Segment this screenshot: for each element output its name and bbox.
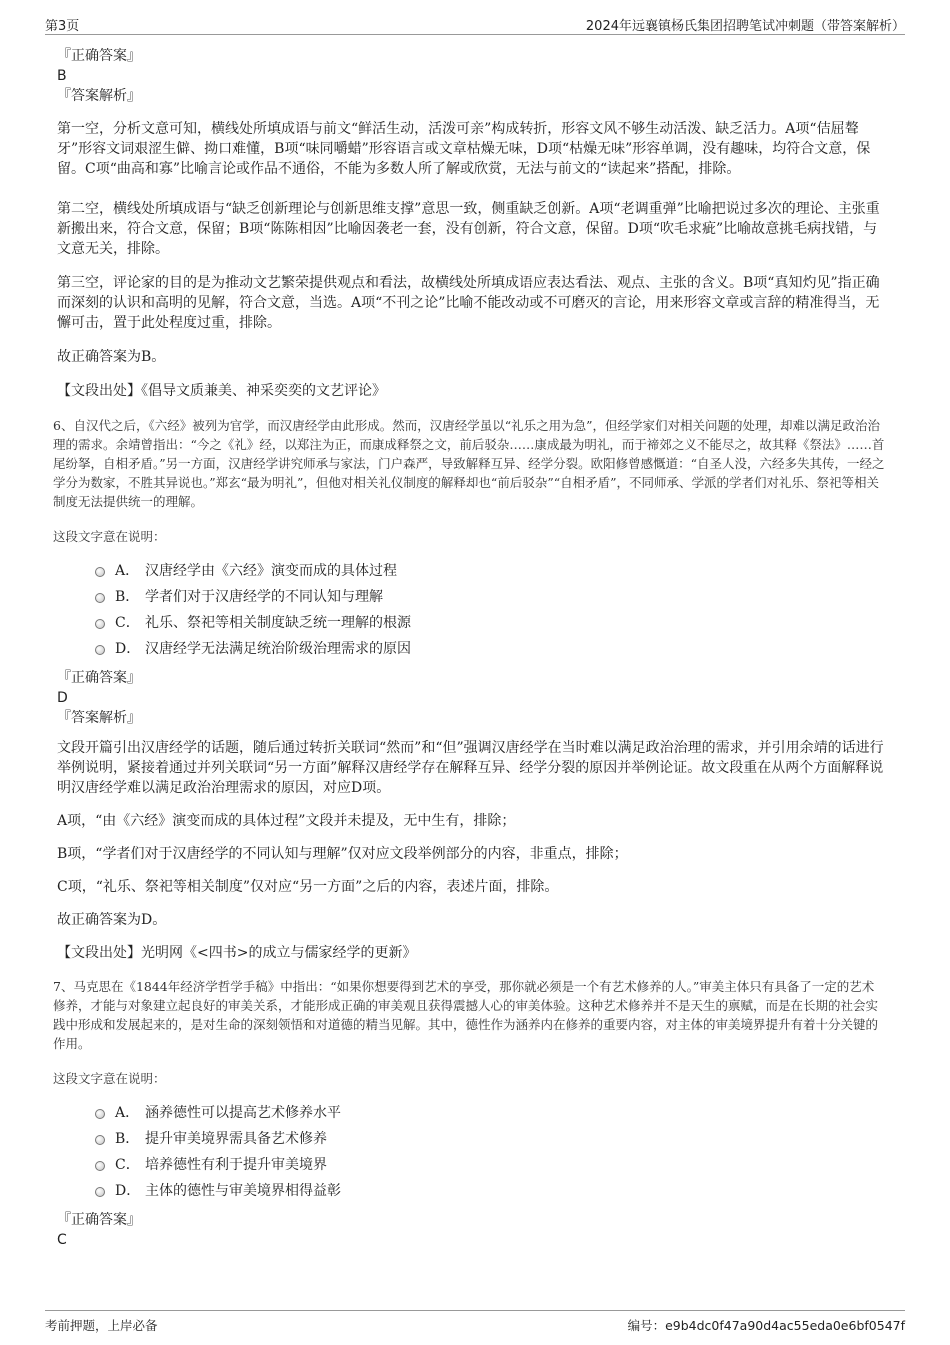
page-footer xyxy=(45,1310,905,1335)
analysis-paragraph: C项，“礼乐、祭祀等相关制度”仅对应“另一方面”之后的内容，表述片面，排除。 xyxy=(57,879,559,895)
option-text: 主体的德性与审美境界相得益彰 xyxy=(145,1183,341,1199)
option-c[interactable] xyxy=(95,610,885,636)
option-text: 礼乐、祭祀等相关制度缺乏统一理解的根源 xyxy=(145,615,411,631)
analysis-paragraph: 第二空，横线处所填成语与“缺乏创新理论与创新思维支撑”意思一致，侧重缺乏创新。A项“老调重弹”比喻把说过多次的理论、主张重新搬出来，符合文意，保留；B项“陈陈相因”比喻因袭老一套，没有创新，符合文意，保留。D项“吹毛求疵”比喻故意挑毛病找错，与文意无关，排除。 xyxy=(57,201,880,257)
option-letter: B． xyxy=(115,589,140,605)
analysis-label: 『答案解析』 xyxy=(57,710,141,726)
option-a[interactable] xyxy=(95,1100,885,1126)
document-title: 2024年远襄镇杨氏集团招聘笔试冲刺题（带答案解析） xyxy=(585,19,905,34)
option-text: 提升审美境界需具备艺术修养 xyxy=(145,1131,327,1147)
radio-icon[interactable] xyxy=(95,567,105,577)
answer-value: D xyxy=(57,690,68,706)
option-list xyxy=(95,558,885,662)
radio-icon[interactable] xyxy=(95,1161,105,1171)
answer-value: C xyxy=(57,1232,67,1248)
analysis-label: 『答案解析』 xyxy=(57,88,141,104)
radio-icon[interactable] xyxy=(95,1187,105,1197)
option-text: 涵养德性可以提高艺术修养水平 xyxy=(145,1105,341,1121)
question-prompt: 这段文字意在说明： xyxy=(53,1071,166,1086)
option-letter: D． xyxy=(115,641,141,657)
answer-value: B xyxy=(57,68,67,84)
option-b[interactable] xyxy=(95,1126,885,1152)
analysis-paragraph: 第一空，分析文意可知，横线处所填成语与前文“鲜活生动，活泼可亲”构成转折，形容文风不够生动活泼、缺乏活力。A项“佶屈聱牙”形容文词艰涩生僻、拗口难懂，B项“味同嚼蜡”形容语言或文章枯燥无味，D项“枯燥无味”形容单调，没有趣味，均符合文意，保留。C项“曲高和寡”比喻言论或作品不通俗，不能为多数人所了解或欣赏，无法与前文的“读起来”搭配，排除。 xyxy=(57,121,871,177)
question-text: 7、马克思在《1844年经济学哲学手稿》中指出：“如果你想要得到艺术的享受，那你就必须是一个有艺术修养的人。”审美主体只有具备了一定的艺术修养，才能与对象建立起良好的审美关系，才能形成正确的审美观且获得震撼人心的审美体验。这种艺术修养并不是天生的禀赋，而是在长期的社会实践中形成和发展起来的，是对生命的深刻领悟和对道德的精当见解。其中，德性作为涵养内在修养的重要内容，对主体的审美境界提升有着十分关键的作用。 xyxy=(53,979,879,1051)
radio-icon[interactable] xyxy=(95,593,105,603)
answer-label: 『正确答案』 xyxy=(57,48,141,64)
analysis-paragraph: B项，“学者们对于汉唐经学的不同认知与理解”仅对应文段举例部分的内容，非重点，排除； xyxy=(57,846,628,862)
option-list xyxy=(95,1100,885,1204)
footer-slogan: 考前押题，上岸必备 xyxy=(45,1318,158,1333)
answer-label: 『正确答案』 xyxy=(57,1212,141,1228)
source-citation: 【文段出处】《倡导文质兼美、神采奕奕的文艺评论》 xyxy=(57,383,386,399)
option-a[interactable] xyxy=(95,558,885,584)
page-header xyxy=(45,14,905,35)
question-prompt: 这段文字意在说明： xyxy=(53,529,166,544)
analysis-paragraph: 文段开篇引出汉唐经学的话题，随后通过转折关联词“然而”和“但”强调汉唐经学在当时难以满足政治治理的需求，并引用余靖的话进行举例说明，紧接着通过并列关联词“另一方面”解释汉唐经学存在解释互异、经学分裂的原因并举例论证。故文段重在从两个方面解释说明汉唐经学难以满足政治治理需求的原因，对应D项。 xyxy=(57,740,884,796)
option-letter: B． xyxy=(115,1131,140,1147)
radio-icon[interactable] xyxy=(95,645,105,655)
page-content xyxy=(53,46,885,1250)
source-citation: 【文段出处】光明网《<四书>的成立与儒家经学的更新》 xyxy=(57,945,417,961)
document-id: 编号：e9b4dc0f47a90d4ac55eda0e6bf0547f xyxy=(627,1318,905,1333)
option-d[interactable] xyxy=(95,636,885,662)
option-text: 汉唐经学无法满足统治阶级治理需求的原因 xyxy=(145,641,411,657)
option-c[interactable] xyxy=(95,1152,885,1178)
option-text: 汉唐经学由《六经》演变而成的具体过程 xyxy=(145,563,397,579)
option-text: 培养德性有利于提升审美境界 xyxy=(145,1157,327,1173)
option-letter: C． xyxy=(115,1157,140,1173)
option-letter: A． xyxy=(115,563,140,579)
option-letter: D． xyxy=(115,1183,141,1199)
analysis-paragraph: 第三空，评论家的目的是为推动文艺繁荣提供观点和看法，故横线处所填成语应表达看法、观点、主张的含义。B项“真知灼见”指正确而深刻的认识和高明的见解，符合文意，当选。A项“不刊之论”比喻不能改动或不可磨灭的言论，用来形容文章或言辞的精准得当，无懈可击，置于此处程度过重，排除。 xyxy=(57,275,880,331)
conclusion: 故正确答案为D。 xyxy=(57,912,167,928)
page-number: 第3页 xyxy=(45,19,80,34)
conclusion: 故正确答案为B。 xyxy=(57,349,166,365)
option-d[interactable] xyxy=(95,1178,885,1204)
radio-icon[interactable] xyxy=(95,1109,105,1119)
radio-icon[interactable] xyxy=(95,619,105,629)
option-text: 学者们对于汉唐经学的不同认知与理解 xyxy=(145,589,383,605)
radio-icon[interactable] xyxy=(95,1135,105,1145)
option-letter: A． xyxy=(115,1105,140,1121)
option-letter: C． xyxy=(115,615,140,631)
analysis-paragraph: A项，“由《六经》演变而成的具体过程”文段并未提及，无中生有，排除； xyxy=(57,813,516,829)
option-b[interactable] xyxy=(95,584,885,610)
question-text: 6、自汉代之后，《六经》被列为官学，而汉唐经学由此形成。然而，汉唐经学虽以“礼乐之用为急”，但经学家们对相关问题的处理，却难以满足政治治理的需求。余靖曾指出：“今之《礼》经，以郑注为正，而康成释祭之文，前后驳杂……康成最为明礼，而于禘郊之义不能尽之，故其释《祭法》……首尾纷拏，自相矛盾。”另一方面，汉唐经学讲究师承与家法，门户森严，导致解释互异、经学分裂。欧阳修曾感慨道：“自圣人没，六经多失其传，一经之学分为数家，不胜其异说也。”郑玄“最为明礼”，但他对相关礼仪制度的解释却也“前后驳杂”“自相矛盾”，不同师承、学派的学者们对礼乐、祭祀等相关制度无法提供统一的理解。 xyxy=(53,418,885,509)
answer-label: 『正确答案』 xyxy=(57,670,141,686)
